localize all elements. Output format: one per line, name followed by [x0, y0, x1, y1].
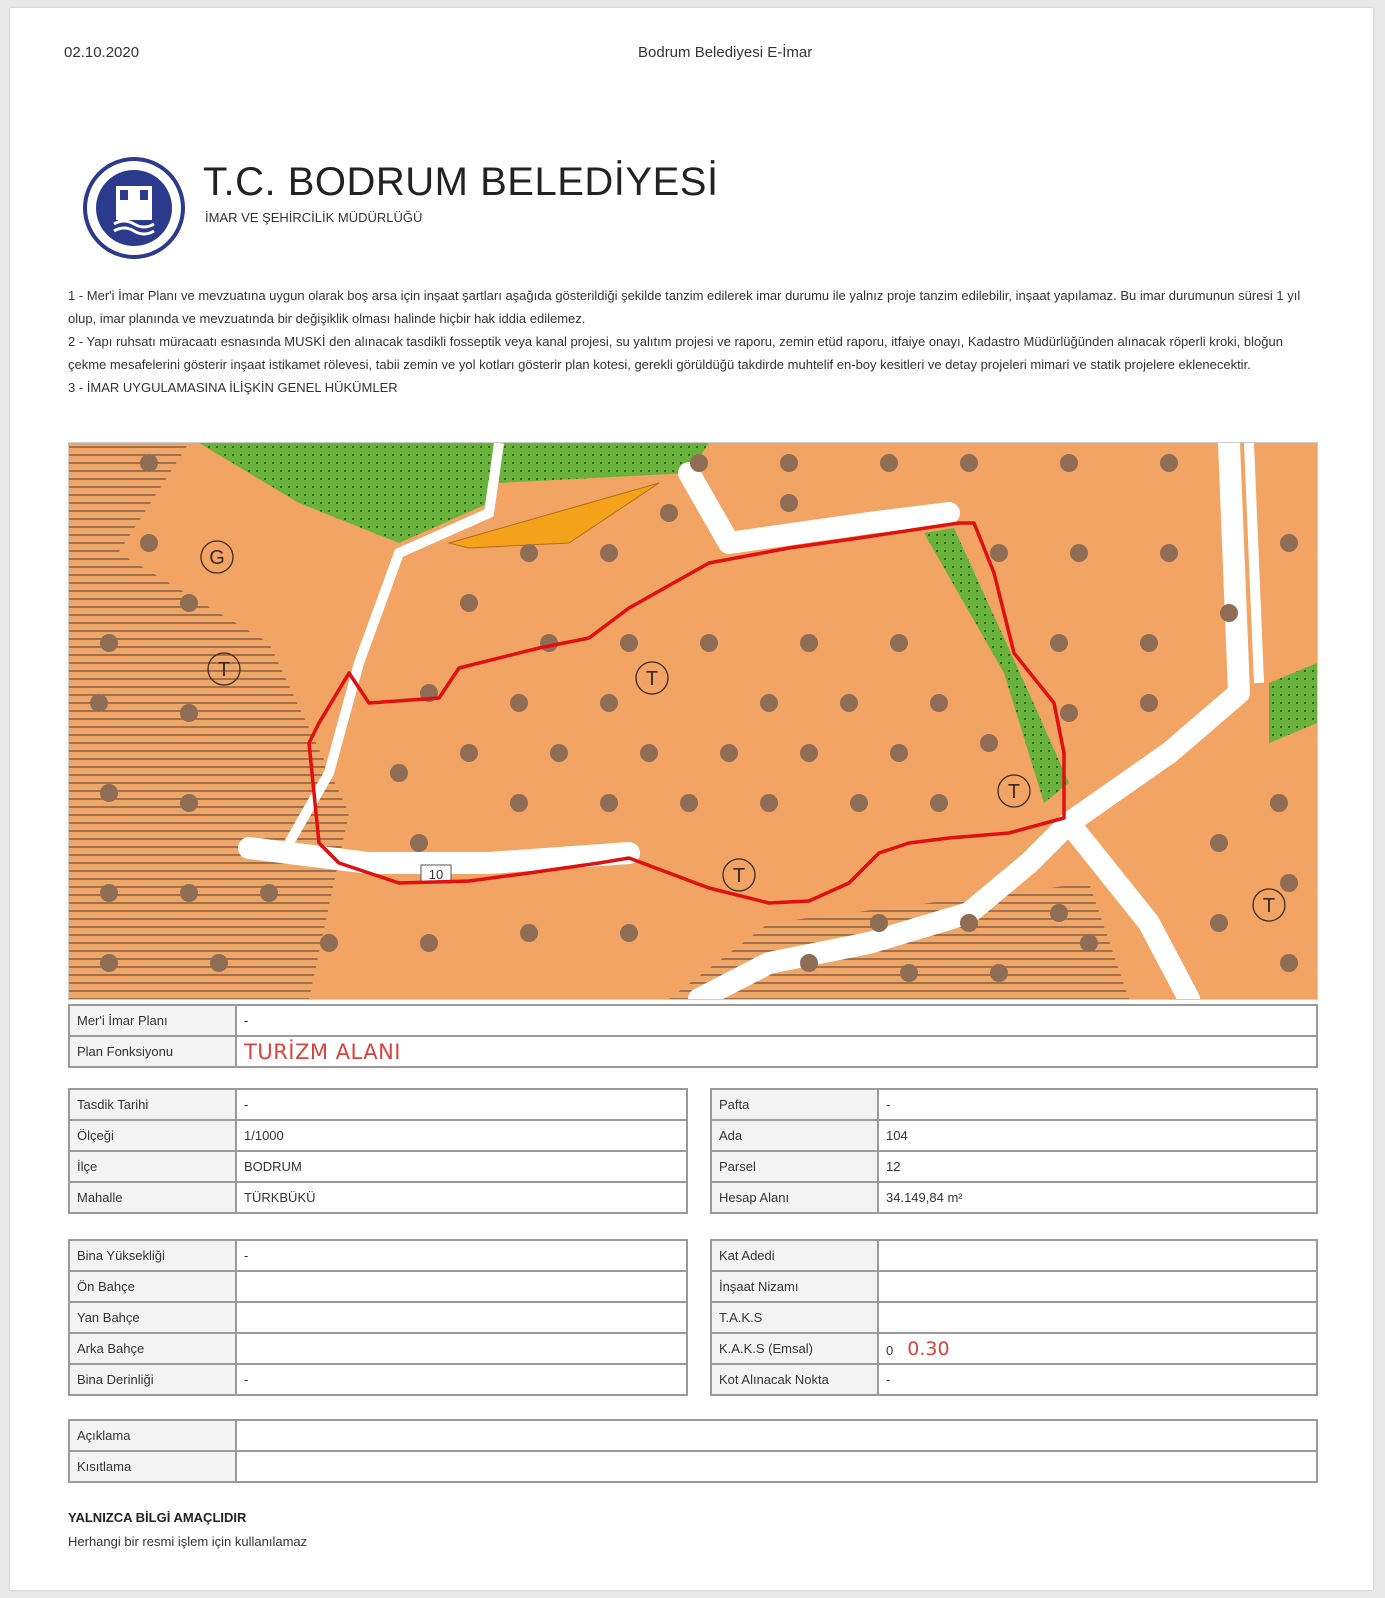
- row-value: 12: [878, 1151, 1317, 1182]
- table-row: [711, 1271, 1317, 1302]
- row-value: -: [236, 1240, 687, 1271]
- row-value: 1/1000: [236, 1120, 687, 1151]
- table-row: [711, 1364, 1317, 1395]
- row-value: [878, 1302, 1317, 1333]
- table-row: [69, 1089, 687, 1120]
- construction-table: [710, 1239, 1318, 1396]
- plan-function-value: TURİZM ALANI: [244, 1039, 401, 1064]
- table-row: [69, 1420, 1317, 1451]
- table-row: [711, 1240, 1317, 1271]
- plan-row-value: -: [236, 1005, 1317, 1036]
- building-table: [68, 1239, 688, 1396]
- plan-function-label: Plan Fonksiyonu: [69, 1036, 236, 1067]
- table-row: [69, 1036, 1317, 1067]
- row-label: Arka Bahçe: [69, 1333, 236, 1364]
- plan-row-label: Mer'i İmar Planı: [69, 1005, 236, 1036]
- row-label: Kısıtlama: [69, 1451, 236, 1482]
- disclaimer-text: Herhangi bir resmi işlem için kullanılamaz: [68, 1534, 308, 1549]
- row-value: 104: [878, 1120, 1317, 1151]
- table-row: [69, 1451, 1317, 1482]
- table-row: [69, 1151, 687, 1182]
- row-label: Hesap Alanı: [711, 1182, 878, 1213]
- map-marker-2: T: [1007, 781, 1021, 803]
- zoning-plan-map: [68, 442, 1318, 1000]
- row-label: Mahalle: [69, 1182, 236, 1213]
- kaks-value-cell: [878, 1333, 1317, 1364]
- notes-table: [68, 1419, 1318, 1483]
- row-label: K.A.K.S (Emsal): [711, 1333, 878, 1364]
- row-value: TÜRKBÜKÜ: [236, 1182, 687, 1213]
- table-row: [711, 1333, 1317, 1364]
- row-value: [236, 1333, 687, 1364]
- row-value: [236, 1271, 687, 1302]
- map-marker-4: T: [1262, 895, 1276, 917]
- row-label: Açıklama: [69, 1420, 236, 1451]
- row-label: Ölçeği: [69, 1120, 236, 1151]
- map-marker-5: G: [209, 547, 225, 569]
- table-row: [69, 1364, 687, 1395]
- row-label: Kot Alınacak Nokta: [711, 1364, 878, 1395]
- row-label: Bina Derinliği: [69, 1364, 236, 1395]
- map-marker-1: T: [645, 668, 659, 690]
- table-row: [69, 1333, 687, 1364]
- row-value: -: [236, 1089, 687, 1120]
- table-row: [69, 1182, 687, 1213]
- parcel-table: [710, 1088, 1318, 1214]
- row-value: [236, 1302, 687, 1333]
- location-table: [68, 1088, 688, 1214]
- map-marker-3: T: [732, 865, 746, 887]
- row-label: İlçe: [69, 1151, 236, 1182]
- row-value: [236, 1451, 1317, 1482]
- table-row: [711, 1182, 1317, 1213]
- organization-title: T.C. BODRUM BELEDİYESİ: [203, 160, 719, 204]
- row-value: -: [878, 1089, 1317, 1120]
- plan-table: [68, 1004, 1318, 1068]
- kaks-value: 0: [886, 1342, 894, 1358]
- intro-paragraph-2: 2 - Yapı ruhsatı müracaatı esnasında MUSKİ den alınacak tasdikli fosseptik veya kanal projesi, su yalıtım projesi ve raporu, zemin etüd raporu, itfaiye onayı, Kadastro Müdürlüğünden alınacak röperli kroki, bloğun çekme mesafelerini gösterir inşaat istikamet rölevesi, tabii zemin ve yol kotları gösterir plan kotesi, gerekli görüldüğü takdirde muhtelif en-boy kesitleri ve detay projeleri mimari ve statik projelere eklenecektir.: [68, 334, 1283, 372]
- disclaimer-title: YALNIZCA BİLGİ AMAÇLIDIR: [68, 1510, 247, 1525]
- print-title: Bodrum Belediyesi E-İmar: [638, 44, 813, 61]
- plan-function-value-cell: [236, 1036, 1317, 1067]
- organization-department: İMAR VE ŞEHİRCİLİK MÜDÜRLÜĞÜ: [205, 210, 423, 225]
- intro-paragraph-3: 3 - İMAR UYGULAMASINA İLİŞKİN GENEL HÜKÜMLER: [68, 380, 398, 395]
- row-label: T.A.K.S: [711, 1302, 878, 1333]
- map-marker-6: T: [217, 659, 231, 681]
- row-value: [878, 1240, 1317, 1271]
- table-row: [69, 1240, 687, 1271]
- bodrum-municipality-seal-icon: [82, 156, 186, 260]
- row-label: İnşaat Nizamı: [711, 1271, 878, 1302]
- table-row: [711, 1120, 1317, 1151]
- print-date: 02.10.2020: [64, 44, 140, 61]
- table-row: [69, 1005, 1317, 1036]
- row-label: Parsel: [711, 1151, 878, 1182]
- row-label: Bina Yüksekliği: [69, 1240, 236, 1271]
- table-row: [711, 1302, 1317, 1333]
- kaks-handwritten-value: 0.30: [907, 1337, 950, 1360]
- table-row: [711, 1089, 1317, 1120]
- table-row: [711, 1151, 1317, 1182]
- table-row: [69, 1120, 687, 1151]
- row-value: [236, 1420, 1317, 1451]
- row-label: Ada: [711, 1120, 878, 1151]
- row-value: BODRUM: [236, 1151, 687, 1182]
- row-label: Yan Bahçe: [69, 1302, 236, 1333]
- row-label: Pafta: [711, 1089, 878, 1120]
- map-drawing: [69, 443, 1317, 999]
- row-value: [878, 1271, 1317, 1302]
- intro-text: [68, 284, 1323, 399]
- row-value: -: [236, 1364, 687, 1395]
- row-label: Ön Bahçe: [69, 1271, 236, 1302]
- map-road-label: 10: [428, 867, 444, 882]
- table-row: [69, 1302, 687, 1333]
- intro-paragraph-1: 1 - Mer'i İmar Planı ve mevzuatına uygun olarak boş arsa için inşaat şartları aşağıda gösterildiği şekilde tanzim edilerek imar durumu ile yalnız proje tanzim edilebilir, inşaat yapılamaz. Bu imar durumunun süresi 1 yıl olup, imar planında ve mevzuatında bir değişiklik olması halinde hiçbir hak iddia edilemez.: [68, 288, 1301, 326]
- table-row: [69, 1271, 687, 1302]
- row-label: Kat Adedi: [711, 1240, 878, 1271]
- row-label: Tasdik Tarihi: [69, 1089, 236, 1120]
- row-value: 34.149,84 m²: [878, 1182, 1317, 1213]
- row-value: -: [878, 1364, 1317, 1395]
- document-page: [10, 8, 1373, 1590]
